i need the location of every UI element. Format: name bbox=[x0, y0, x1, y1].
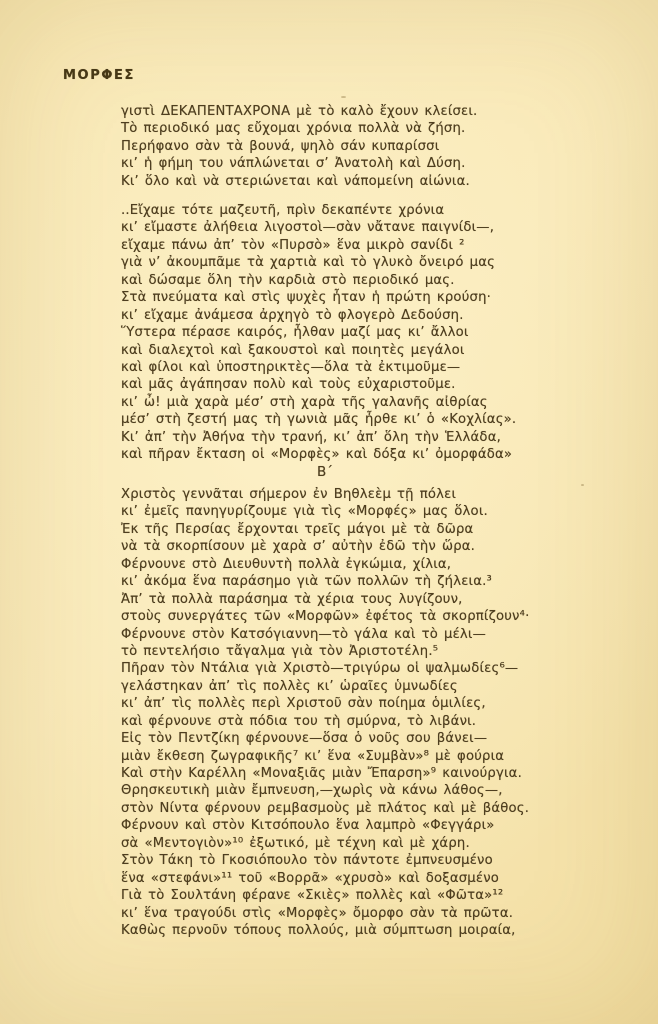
poem-stanza-3 bbox=[121, 486, 529, 939]
poem-line: κι’ ἕνα τραγούδι στὶς «Μορφὲς» ὄμορφο σὰν τὰ πρῶτα. bbox=[121, 905, 514, 921]
poem-line: μέσ’ στὴ ζεστή μας τὴ γωνιὰ μᾶς ἦρθε κι’ ὁ «Κοχλίας». bbox=[121, 412, 517, 428]
poem-line: γιὰ ν’ ἀκουμπᾶμε τὰ χαρτιὰ καὶ τὸ γλυκὸ ὄνειρό μας bbox=[121, 255, 496, 271]
poem-line: Φέρνουνε στὸ Διευθυντὴ πολλὰ ἐγκώμια, χίλια, bbox=[121, 556, 452, 572]
poem-line: εἴχαμε πάνω ἀπ’ τὸν «Πυρσὸ» ἕνα μικρὸ σανίδι ² bbox=[121, 237, 465, 253]
poem-line: καὶ μᾶς ἀγάπησαν πολὺ καὶ τοὺς εὐχαριστοῦμε. bbox=[121, 377, 456, 393]
poem-line: Γιὰ τὸ Σουλτάνη φέρανε «Σκιὲς» πολλὲς καὶ «Φῶτα»¹² bbox=[121, 888, 504, 904]
poem-stanza-1 bbox=[121, 103, 477, 190]
section-heading-b: Β´ bbox=[316, 464, 333, 480]
poem-line: Στὰ πνεύματα καὶ στὶς ψυχὲς ἦταν ἡ πρώτη κρούση· bbox=[121, 290, 492, 306]
poem-line: Κι’ ὅλο καὶ νὰ στεριώνεται καὶ νάπομείνη αἰώνια. bbox=[121, 173, 470, 189]
running-header: ΜΟΡΦΕΣ bbox=[63, 68, 135, 83]
poem-line: κι’ ἀκόμα ἕνα παράσημο γιὰ τῶν πολλῶν τὴ ζήλεια.³ bbox=[121, 574, 492, 590]
poem-line: Φέρνουνε στὸν Κατσόγιαννη—τὸ γάλα καὶ τὸ μέλι— bbox=[121, 626, 486, 642]
poem-line: καὶ φέρνουνε στὰ πόδια του τὴ σμύρνα, τὸ λιβάνι. bbox=[121, 713, 477, 729]
poem-line: γελάστηκαν ἀπ’ τὶς πολλὲς κι’ ὡραῖες ὑμνωδίες bbox=[121, 678, 458, 694]
poem-line: Ἐκ τῆς Περσίας ἔρχονται τρεῖς μάγοι μὲ τὰ δῶρα bbox=[121, 521, 474, 537]
poem-line: στὸν Νίντα φέρνουν ρεμβασμοὺς μὲ πλάτος καὶ μὲ βάθος. bbox=[121, 800, 530, 816]
poem-line: Κι’ ἀπ’ τὴν Ἀθήνα τὴν τρανή, κι’ ἀπ’ ὅλη τὴν Ἑλλάδα, bbox=[121, 429, 501, 445]
poem-line: Εἰς τὸν Πεντζίκη φέρνουνε—ὅσα ὁ νοῦς σου βάνει— bbox=[121, 731, 488, 747]
poem-line: Καθὼς περνοῦν τόπους πολλούς, μιὰ σύμπτωση μοιραία, bbox=[121, 922, 516, 938]
poem-line: Ἀπ’ τὰ πολλὰ παράσημα τὰ χέρια τους λυγίζουν, bbox=[121, 591, 463, 607]
poem-line: κι’ ἀπ’ τὶς πολλὲς περὶ Χριστοῦ σὰν ποίημα ὁμιλίες, bbox=[121, 696, 486, 712]
poem-line: ἕνα «στεφάνι»¹¹ τοῦ «Βορρᾶ» «χρυσὸ» καὶ δοξασμένο bbox=[121, 870, 500, 886]
poem-line: Καὶ στὴν Καρέλλη «Μοναξιᾶς μιὰν Ἔπαρση»⁹ καινούργια. bbox=[121, 766, 522, 781]
poem-line: ..Εἴχαμε τότε μαζευτῆ, πρὶν δεκαπέντε χρόνια bbox=[121, 203, 445, 218]
poem-line: Ὕστερα πέρασε καιρός, ἦλθαν μαζί μας κι’ ἄλλοι bbox=[121, 325, 469, 341]
poem-line: κι’ ὦ! μιὰ χαρὰ μέσ’ στὴ χαρὰ τῆς γαλανῆς αἰθρίας bbox=[121, 394, 488, 410]
poem-line: Φέρνουν καὶ στὸν Κιτσόπουλο ἕνα λαμπρὸ «Φεγγάρι» bbox=[121, 818, 495, 834]
poem-line: κι’ ἡ φήμη του νάπλώνεται σ’ Ἀνατολὴ καὶ Δύση. bbox=[121, 156, 466, 172]
poem-line: τὸ πεντελήσιο τἄγαλμα γιὰ τὸν Ἀριστοτέλη.⁵ bbox=[121, 643, 439, 659]
poem-line: Χριστὸς γεννᾶται σήμερον ἐν Βηθλεὲμ τῇ πόλει bbox=[121, 487, 457, 502]
paper-speck bbox=[581, 484, 584, 486]
poem-line: κι’ εἴμαστε ἀλήθεια λιγοστοὶ—σὰν νἄτανε παιγνίδι—, bbox=[121, 220, 495, 236]
poem-line: Θρησκευτικὴ μιὰν ἔμπνευση,—χωρὶς νὰ κάνω λάθος—, bbox=[121, 783, 503, 799]
poem-line: κι’ εἴχαμε ἀνάμεσα ἀρχηγὸ τὸ φλογερὸ Δεδούση. bbox=[121, 307, 464, 323]
poem-line: σὰ «Μεντογιὸν»¹⁰ ἐξωτικό, μὲ τέχνη καὶ μὲ χάρη. bbox=[121, 835, 470, 851]
poem-line: Περήφανο σὰν τὰ βουνά, ψηλὸ σάν κυπαρίσσι bbox=[121, 138, 440, 154]
poem-line: καὶ φίλοι καὶ ὑποστηρικτὲς—ὅλα τὰ ἐκτιμοῦμε— bbox=[121, 359, 461, 375]
poem-line: καὶ διαλεχτοὶ καὶ ξακουστοὶ καὶ ποιητὲς μεγάλοι bbox=[121, 342, 465, 358]
poem-line: καὶ δώσαμε ὅλη τὴν καρδιὰ στὸ περιοδικό μας. bbox=[121, 272, 455, 288]
poem-line: Πῆραν τὸν Ντάλια γιὰ Χριστὸ—τριγύρω οἱ ψαλμωδίες⁶— bbox=[121, 661, 519, 677]
poem-line: Τὸ περιοδικό μας εὔχομαι χρόνια πολλὰ νὰ ζήση. bbox=[121, 121, 466, 137]
poem-line: Στὸν Τάκη τὸ Γκοσιόπουλο τὸν πάντοτε ἐμπνευσμένο bbox=[121, 853, 493, 869]
paper-speck bbox=[341, 96, 346, 98]
poem-line: νὰ τὰ σκορπίσουν μὲ χαρὰ σ’ αὐτὴν ἐδῶ τὴν ὥρα. bbox=[121, 539, 476, 555]
poem-stanza-2 bbox=[121, 202, 516, 464]
poem-line: στοὺς συνεργάτες τῶν «Μορφῶν» ἐφέτος τὰ σκορπίζουν⁴· bbox=[121, 609, 530, 625]
poem-line: γιστὶ ΔΕΚΑΠΕΝΤΑΧΡΟΝΑ μὲ τὸ καλὸ ἔχουν κλείσει. bbox=[121, 104, 478, 119]
poem-line: καὶ πῆραν ἔκταση οἱ «Μορφὲς» καὶ δόξα κι’ ὀμορφάδα» bbox=[121, 447, 513, 463]
poem-line: μιὰν ἔκθεση ζωγραφικῆς⁷ κι’ ἕνα «Συμβὰν»⁸ μὲ φούρια bbox=[121, 748, 505, 764]
poem-line: κι’ ἐμεῖς πανηγυρίζουμε γιὰ τὶς «Μορφές» μας ὅλοι. bbox=[121, 504, 488, 520]
